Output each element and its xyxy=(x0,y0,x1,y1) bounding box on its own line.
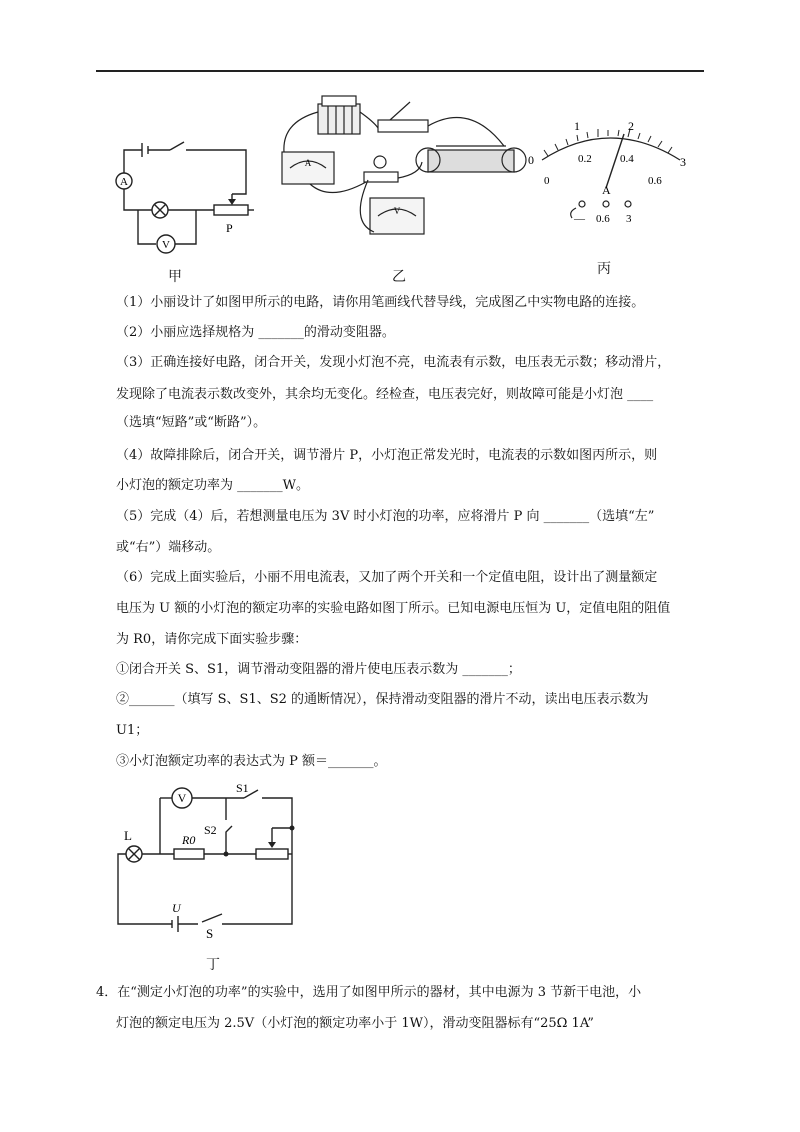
lamp-label: L xyxy=(124,828,132,843)
header-rule xyxy=(96,70,704,72)
ammeter-label: A xyxy=(304,158,312,168)
question-line-4: 发现除了电流表示数改变外，其余均无变化。经检查，电压表完好，则故障可能是小灯泡 ____ xyxy=(116,387,654,402)
resistor-label: R0 xyxy=(182,833,196,847)
figure-jia-circuit xyxy=(104,128,264,258)
question-4-line-2: 灯泡的额定电压为 2.5V（小灯泡的额定功率小于 1W），滑动变阻器标有“25Ω 1A” xyxy=(116,1016,594,1031)
terminal-06: 0.6 xyxy=(596,213,610,225)
question-line-7: 小灯泡的额定功率为 _______W。 xyxy=(116,478,309,493)
slider-label: P xyxy=(226,221,233,235)
voltmeter-label: V xyxy=(177,791,187,805)
question-4-line-1: 4．在“测定小灯泡的功率”的实验中，选用了如图甲所示的器材，其中电源为 3 节新干电池，小 xyxy=(96,985,642,1000)
step-2-cont: U1； xyxy=(116,723,149,738)
question-line-11: 电压为 U 额的小灯泡的额定功率的实验电路如图丁所示。已知电源电压恒为 U，定值电阻的阻值 xyxy=(116,601,671,616)
question-line-5: （选填“短路”或“断路”）。 xyxy=(116,415,267,430)
question-line-2: （2）小丽应选择规格为 _______的滑动变阻器。 xyxy=(116,325,395,340)
voltmeter-label: V xyxy=(162,239,170,251)
question-line-12: 为 R0，请你完成下面实验步骤： xyxy=(116,632,308,647)
dial-top-1: 1 xyxy=(574,119,580,133)
caption-bing: 丙 xyxy=(597,261,611,277)
dial-inner-06: 0.6 xyxy=(648,175,662,187)
switch-s2-label: S2 xyxy=(204,823,217,837)
switch-s-label: S xyxy=(206,926,214,940)
question-line-6: （4）故障排除后，闭合开关，调节滑片 P，小灯泡正常发光时，电流表的示数如图丙所示，则 xyxy=(116,448,658,463)
step-2: ②_______（填写 S、S1、S2 的通断情况），保持滑动变阻器的滑片不动，读出电压表示数为 xyxy=(116,692,649,707)
figure-yi-apparatus xyxy=(270,92,530,252)
terminal-neg: — xyxy=(574,213,585,225)
step-3: ③小灯泡额定功率的表达式为 P 额＝_______。 xyxy=(116,754,387,769)
dial-unit: A xyxy=(602,183,611,197)
ammeter-label: A xyxy=(120,176,128,188)
question-line-10: （6）完成上面实验后，小丽不用电流表，又加了两个开关和一个定值电阻，设计出了测量额定 xyxy=(116,570,658,585)
dial-top-2: 2 xyxy=(628,119,634,133)
caption-jia: 甲 xyxy=(168,269,182,285)
dial-inner-04: 0.4 xyxy=(620,153,634,165)
voltmeter-label: V xyxy=(393,206,401,216)
step-1: ①闭合开关 S、S1，调节滑动变阻器的滑片使电压表示数为 _______； xyxy=(116,662,521,677)
figure-ding-circuit xyxy=(112,780,312,940)
dial-inner-0: 0 xyxy=(544,175,550,187)
switch-s1-label: S1 xyxy=(236,781,249,795)
source-label: U xyxy=(172,901,181,915)
question-line-1: （1）小丽设计了如图甲所示的电路，请你用笔画线代替导线，完成图乙中实物电路的连接。 xyxy=(116,295,645,310)
dial-inner-02: 0.2 xyxy=(578,153,592,165)
terminal-3: 3 xyxy=(626,213,632,225)
caption-ding: 丁 xyxy=(206,957,220,973)
dial-right-3: 3 xyxy=(680,155,686,169)
caption-yi: 乙 xyxy=(392,269,406,285)
question-line-9: 或“右”）端移动。 xyxy=(116,540,221,555)
question-line-3: （3）正确连接好电路，闭合开关，发现小灯泡不亮，电流表有示数，电压表无示数；移动滑片， xyxy=(116,355,671,370)
dial-left-0: 0 xyxy=(528,153,534,167)
question-line-8: （5）完成（4）后，若想测量电压为 3V 时小灯泡的功率，应将滑片 P 向 _______（选填“左” xyxy=(116,509,655,524)
figure-bing-ammeter-dial xyxy=(520,116,700,226)
